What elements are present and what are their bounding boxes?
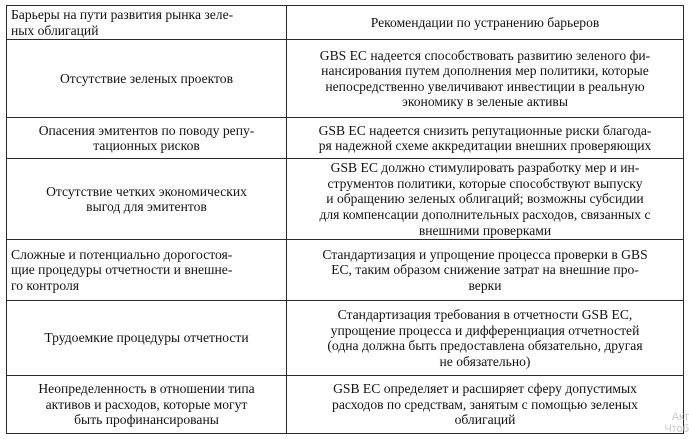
barriers-table — [6, 5, 684, 434]
barrier-cell — [7, 376, 287, 434]
recommendation-text: GBS EC надеется способствовать развитию зеленого фи- нансирования путем дополнения мер политики, которые непосредственно увеличивают инвестиции в реальную экономику в зеленые активы — [319, 47, 651, 110]
recommendation-cell — [287, 40, 684, 118]
barrier-text: Опасения эмитентов по поводу репу- тационных рисков — [38, 122, 255, 154]
barrier-cell — [7, 40, 287, 118]
recommendation-text: Стандартизация требования в отчетности GSB EC, упрощение процесса и дифференциация отчетностей (одна должна быть предоставлена обязательно, другая не обязательно) — [327, 306, 643, 369]
recommendation-cell — [287, 240, 684, 301]
recommendation-cell — [287, 159, 684, 240]
barrier-text: Сложные и потенциально дорогостоя- щие процедуры отчетности и внешне- го контроля — [11, 246, 233, 293]
table-row — [7, 40, 684, 118]
header-recommendation-cell — [287, 6, 684, 40]
activation-watermark — [664, 411, 689, 435]
header-barrier-text: Барьеры на пути развития рынка зеле- ных облигаций — [11, 7, 234, 38]
barrier-cell — [7, 159, 287, 240]
table-header-row — [7, 6, 684, 40]
recommendation-text: GSB EC определяет и расширяет сферу допустимых расходов по средствам, занятым с помощью зеленых облигаций — [332, 381, 638, 428]
table-row — [7, 159, 684, 240]
barrier-text: Трудоемкие процедуры отчетности — [44, 330, 249, 346]
header-barrier-cell — [7, 6, 287, 40]
recommendation-text: Стандартизация и упрощение процесса проверки в GBS EC, таким образом снижение затрат на внешние про- верки — [322, 246, 648, 293]
barrier-cell — [7, 301, 287, 376]
recommendation-text: GSB EC должно стимулировать разработку мер и ин- струментов политики, которые способствуют выпуску и обращению зеленых облигаций; возможны субсидии для компенсации дополнительных расходов, связанных с внешними проверками — [319, 160, 651, 238]
table-row — [7, 240, 684, 301]
header-recommendation-text: Рекомендации по устранению барьеров — [370, 14, 600, 30]
barrier-cell — [7, 118, 287, 159]
barrier-text: Отсутствие четких экономических выгод для эмитентов — [46, 183, 247, 215]
recommendation-cell — [287, 118, 684, 159]
table-row — [7, 118, 684, 159]
recommendation-cell — [287, 301, 684, 376]
barrier-text: Неопределенность в отношении типа активов и расходов, которые могут быть профинансированы — [38, 381, 255, 428]
watermark-line-2: Чтоб — [664, 423, 689, 435]
table-row — [7, 376, 684, 434]
barrier-text: Отсутствие зеленых проектов — [59, 70, 234, 86]
watermark-line-1: Акт — [671, 411, 689, 423]
barrier-cell — [7, 240, 287, 301]
recommendation-cell — [287, 376, 684, 434]
table-row — [7, 301, 684, 376]
recommendation-text: GSB EC надеется снизить репутационные риски благода- ря надежной схеме аккредитации внешних проверяющих — [318, 122, 652, 154]
